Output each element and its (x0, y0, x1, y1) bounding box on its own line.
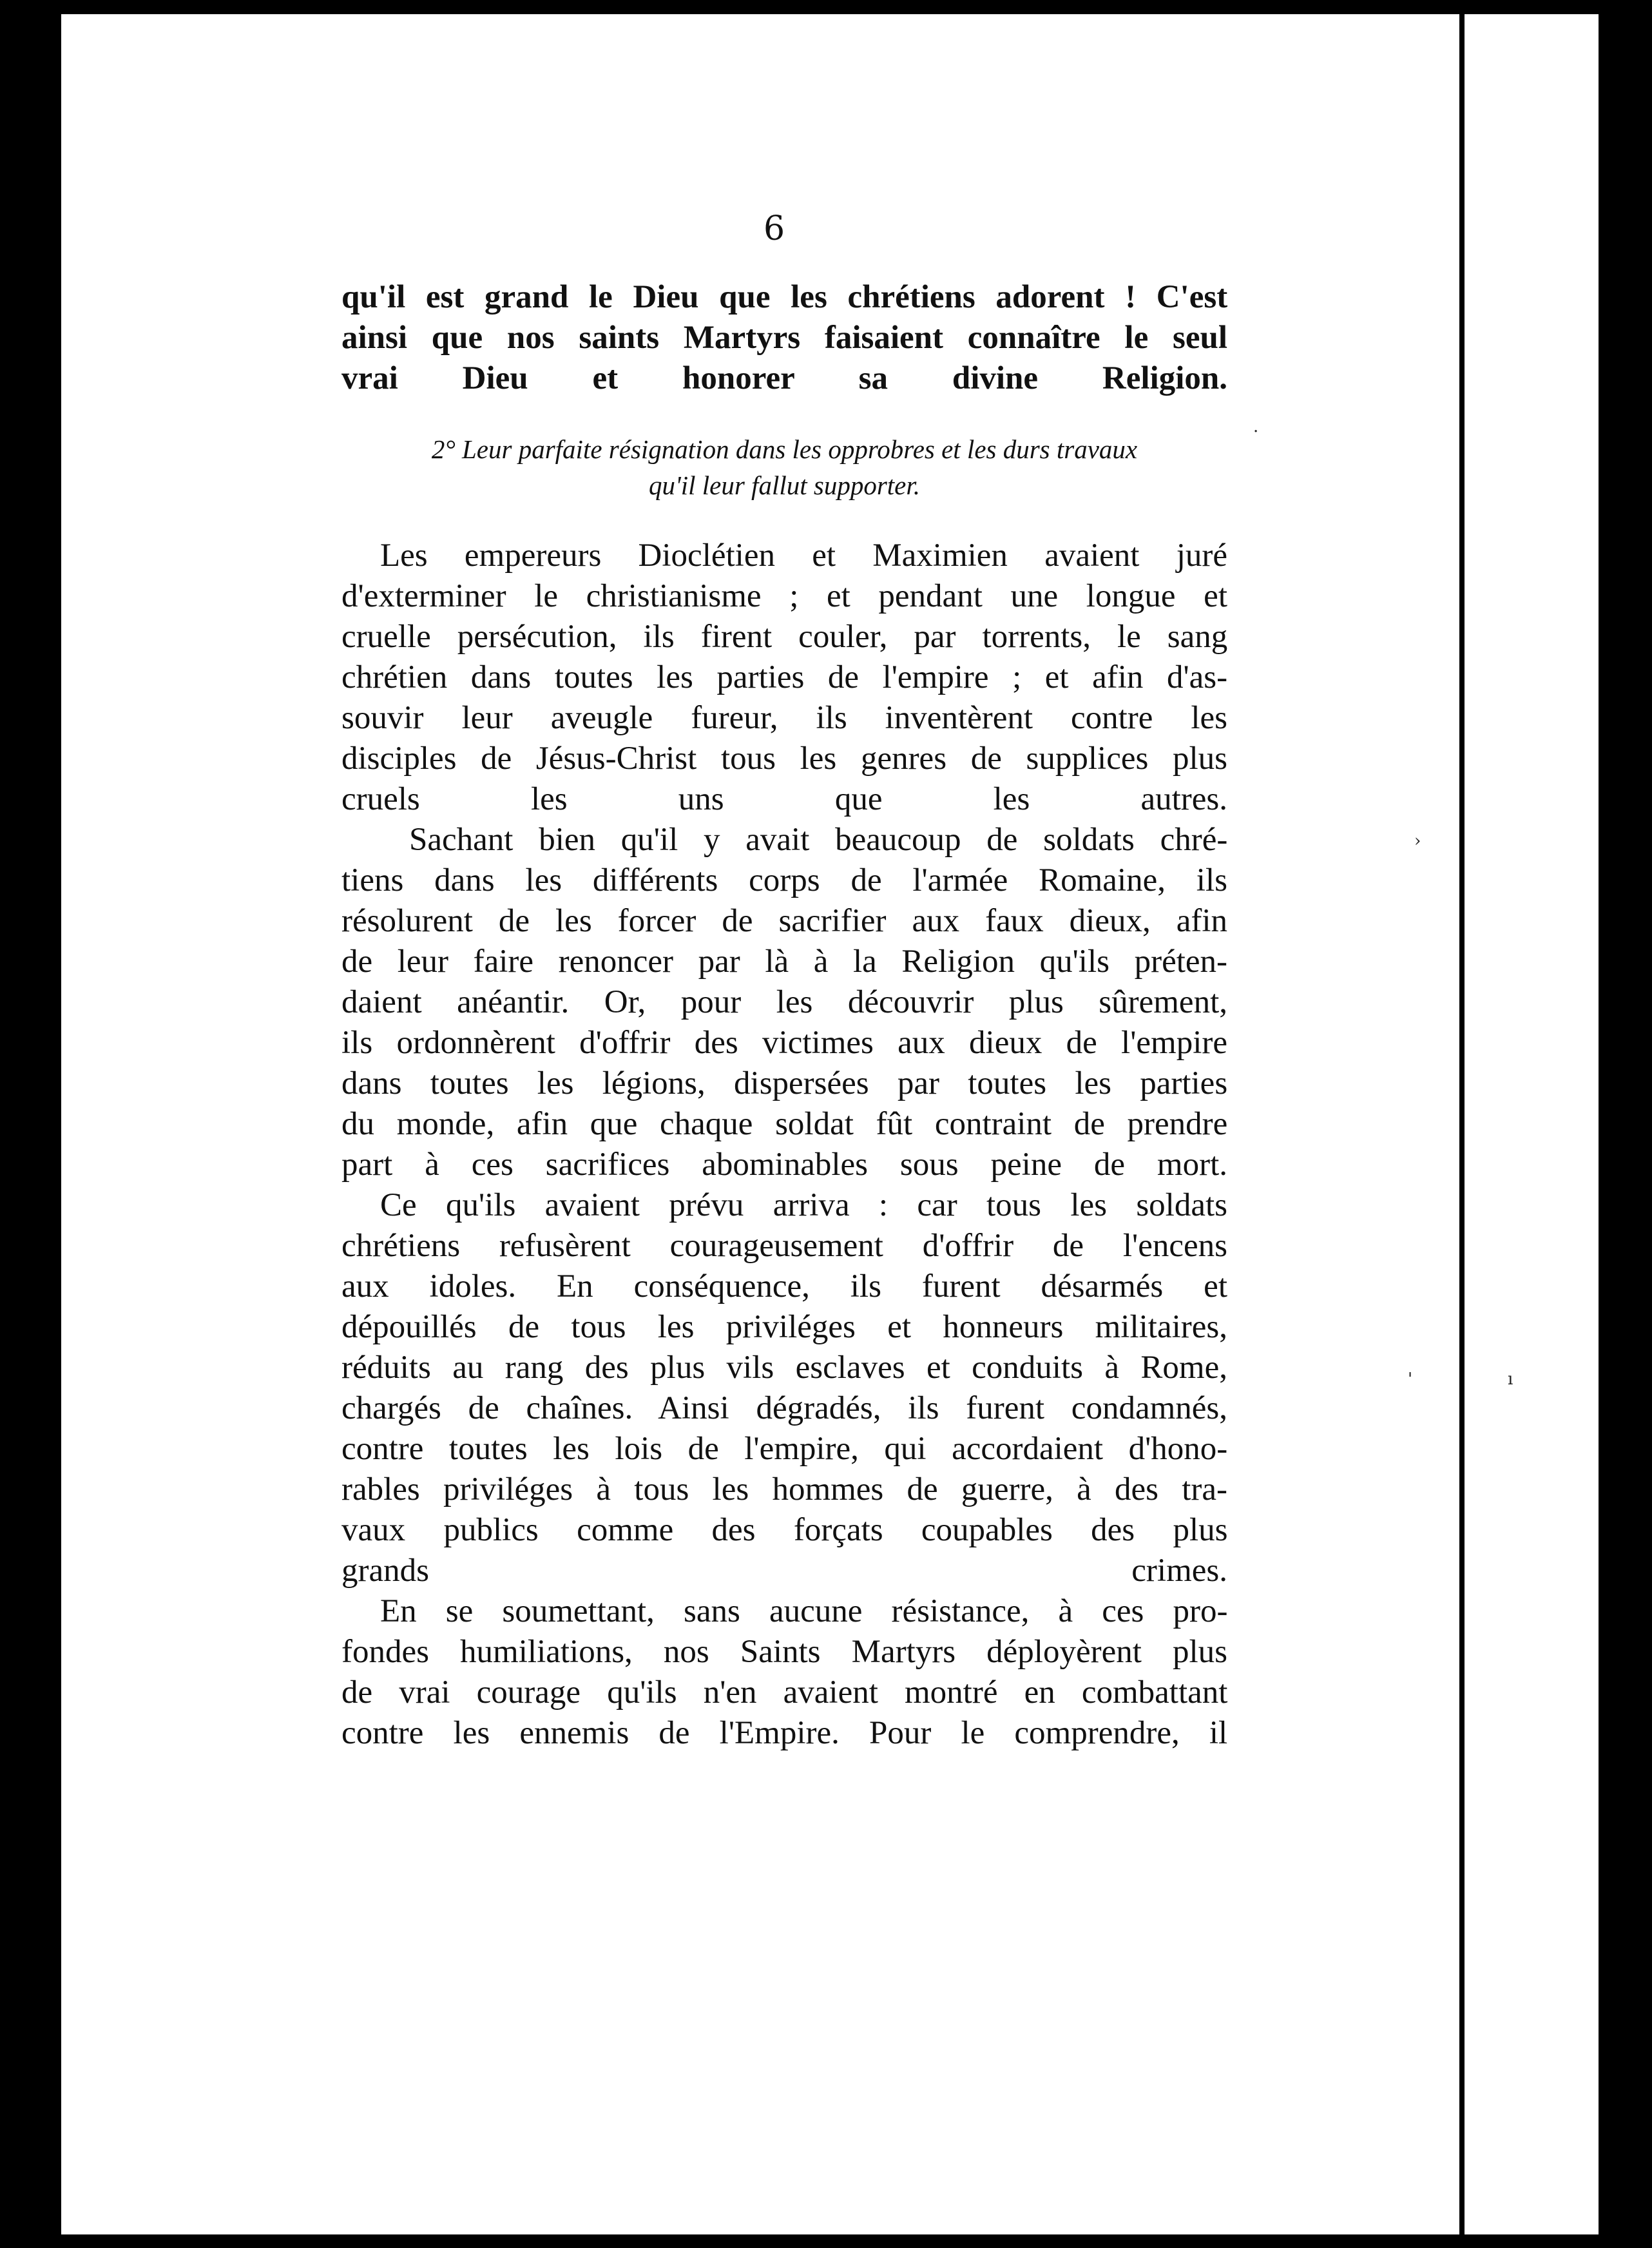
text-line: chargés de chaînes. Ainsi dégradés, ils furent condamnés, (341, 1390, 1227, 1426)
text-line: de vrai courage qu'ils n'en avaient montré en combattant (341, 1674, 1228, 1710)
margin-speck: › (1414, 831, 1421, 851)
text-line: fondes humiliations, nos Saints Martyrs déployèrent plus (341, 1634, 1227, 1670)
text-line: disciples de Jésus-Christ tous les genres de supplices plus (341, 741, 1227, 777)
text-line: vrai Dieu et honorer sa divine Religion. (341, 360, 1227, 396)
text-line: Les empereurs Dioclétien et Maximien avaient juré (380, 538, 1227, 574)
text-line: tiens dans les différents corps de l'armée Romaine, ils (341, 862, 1227, 898)
section-heading-line1: 2° Leur parfaite résignation dans les opprobres et les durs travaux (431, 434, 1138, 464)
text-line: ainsi que nos saints Martyrs faisaient connaître le seul (341, 320, 1227, 356)
page-number: 6 (764, 209, 785, 248)
text-line: En se soumettant, sans aucune résistance, à ces pro- (380, 1593, 1228, 1629)
page-edge (1459, 14, 1465, 2234)
text-line: daient anéantir. Or, pour les découvrir plus sûrement, (341, 984, 1227, 1020)
text-line: d'exterminer le christianisme ; et pendant une longue et (341, 578, 1227, 614)
text-line: grands crimes. (341, 1553, 1227, 1589)
paragraph-2 (341, 820, 1227, 1185)
paragraph-1 (341, 536, 1227, 820)
text-line: aux idoles. En conséquence, ils furent désarmés et (341, 1268, 1227, 1304)
text-line: dans toutes les légions, dispersées par toutes les parties (341, 1065, 1228, 1101)
text-line: contre les ennemis de l'Empire. Pour le comprendre, il (341, 1715, 1228, 1751)
text-line: Sachant bien qu'il y avait beaucoup de soldats chré- (409, 822, 1228, 858)
text-line: cruelle persécution, ils firent couler, par torrents, le sang (341, 619, 1228, 655)
text-line: ils ordonnèrent d'offrir des victimes aux dieux de l'empire (341, 1025, 1227, 1061)
text-line: de leur faire renoncer par là à la Religion qu'ils préten- (341, 944, 1227, 980)
text-line: part à ces sacrifices abominables sous peine de mort. (341, 1147, 1227, 1183)
text-line: dépouillés de tous les priviléges et honneurs militaires, (341, 1309, 1227, 1345)
body-text (341, 277, 1227, 1754)
section-heading-line2: qu'il leur fallut supporter. (648, 470, 921, 500)
text-line: souvir leur aveugle fureur, ils inventèrent contre les (341, 700, 1227, 736)
text-line: qu'il est grand le Dieu que les chrétiens adorent ! C'est (341, 279, 1228, 315)
margin-speck: ' (1408, 1370, 1413, 1389)
text-line: du monde, afin que chaque soldat fût contraint de prendre (341, 1106, 1228, 1142)
margin-speck: ı (1508, 1370, 1513, 1389)
adjacent-page-strip (1465, 14, 1599, 2234)
text-line: réduits au rang des plus vils esclaves et conduits à Rome, (341, 1350, 1227, 1386)
text-line: cruels les uns que les autres. (341, 781, 1227, 817)
paragraph-3 (341, 1185, 1227, 1591)
text-line: résolurent de les forcer de sacrifier aux faux dieux, afin (341, 903, 1227, 939)
text-line: vaux publics comme des forçats coupables des plus (341, 1512, 1228, 1548)
text-line: chrétien dans toutes les parties de l'empire ; et afin d'as- (341, 659, 1228, 695)
text-line: contre toutes les lois de l'empire, qui accordaient d'hono- (341, 1431, 1228, 1467)
paragraph-4 (341, 1591, 1227, 1754)
intro-paragraph (341, 277, 1227, 399)
section-heading (341, 431, 1227, 503)
text-line: Ce qu'ils avaient prévu arriva : car tous les soldats (380, 1187, 1227, 1223)
text-line: chrétiens refusèrent courageusement d'offrir de l'encens (341, 1228, 1227, 1264)
margin-speck: · (1253, 422, 1259, 441)
text-line: rables priviléges à tous les hommes de guerre, à des tra- (341, 1471, 1228, 1507)
